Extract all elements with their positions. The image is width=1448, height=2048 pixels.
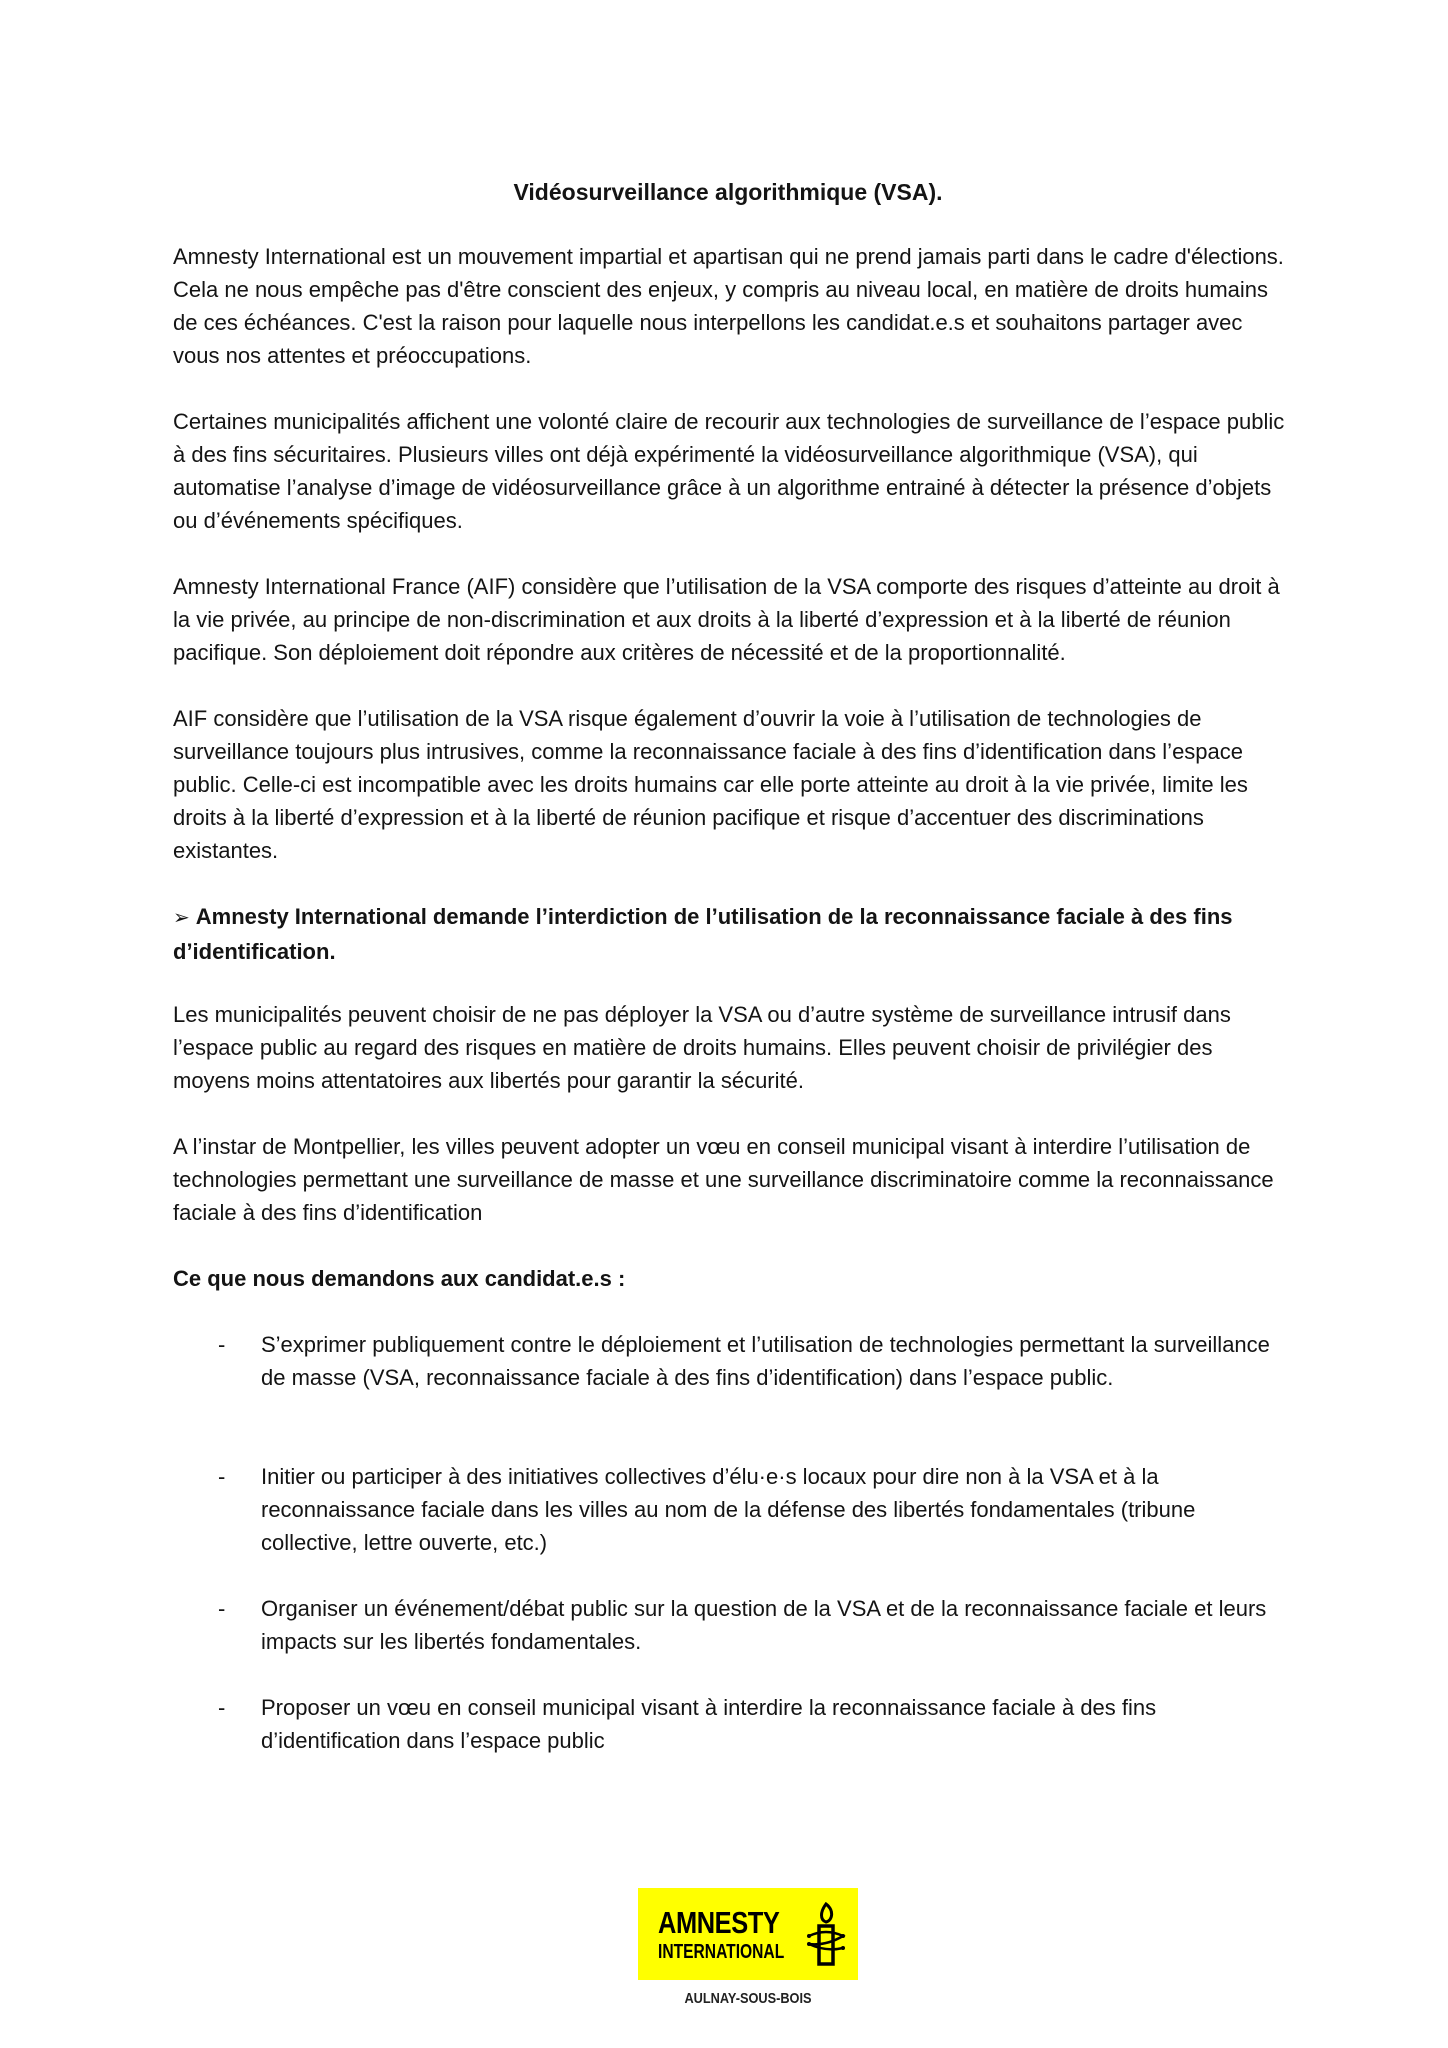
demand-text: Proposer un vœu en conseil municipal visant à interdire la reconnaissance faciale à des fins d’identification dans l’espace public: [261, 1695, 1157, 1753]
demand-text: S’exprimer publiquement contre le déploiement et l’utilisation de technologies permettant la surveillance de masse (VSA, reconnaissance faciale à des fins d’identification) dans l’espace public.: [261, 1332, 1270, 1390]
candle-barbed-wire-icon: [806, 1902, 846, 1968]
callout-demand: [173, 900, 1293, 968]
paragraph-risks: Amnesty International France (AIF) considère que l’utilisation de la VSA comporte des risques d’atteinte au droit à la vie privée, au principe de non-discrimination et aux droits à la liberté d’expression et à la liberté de réunion pacifique. Son déploiement doit répondre aux critères de nécessité et de la proportionnalité.: [173, 574, 1280, 665]
demand-text: Organiser un événement/débat public sur la question de la VSA et de la reconnaissance faciale et leurs impacts sur les libertés fondamentales.: [261, 1596, 1267, 1654]
amnesty-logo: [638, 1888, 858, 1980]
logo-wordmark: [658, 1904, 820, 1963]
paragraph-montpellier: A l’instar de Montpellier, les villes peuvent adopter un vœu en conseil municipal visant à interdire l’utilisation de technologies permettant une surveillance de masse et une surveillance discriminatoire comme la reconnaissance faciale à des fins d’identification: [173, 1134, 1274, 1225]
dash-bullet-icon: -: [218, 1596, 226, 1621]
paragraph-facial-recognition: AIF considère que l’utilisation de la VSA risque également d’ouvrir la voie à l’utilisation de technologies de surveillance toujours plus intrusives, comme la reconnaissance faciale à des fins d’identification dans l’espace public. Celle-ci est incompatible avec les droits humains car elle porte atteinte au droit à la vie privée, limite les droits à la liberté d’expression et à la liberté de réunion pacifique et risque d’accentuer des discriminations existantes.: [173, 706, 1248, 863]
chapter-name: AULNAY-SOUS-BOIS: [684, 1990, 812, 2007]
paragraph-intro: Amnesty International est un mouvement impartial et apartisan qui ne prend jamais parti dans le cadre d'élections. Cela ne nous empêche pas d'être conscient des enjeux, y compris au niveau local, en matière de droits humains de ces échéances. C'est la raison pour laquelle nous interpellons les candidat.e.s et souhaitons partager avec vous nos attentes et préoccupations.: [173, 244, 1284, 368]
dash-bullet-icon: -: [218, 1332, 226, 1357]
paragraph-context: Certaines municipalités affichent une volonté claire de recourir aux technologies de surveillance de l’espace public à des fins sécuritaires. Plusieurs villes ont déjà expérimenté la vidéosurveillance algorithmique (VSA), qui automatise l’analyse d’image de vidéosurveillance grâce à un algorithme entrainé à détecter la présence d’objets ou d’événements spécifiques.: [173, 409, 1285, 533]
dash-bullet-icon: -: [218, 1695, 226, 1720]
demands-heading: Ce que nous demandons aux candidat.e.s :: [173, 1266, 626, 1291]
paragraph-municipalities: Les municipalités peuvent choisir de ne pas déployer la VSA ou d’autre système de surveillance intrusif dans l’espace public au regard des risques en matière de droits humains. Elles peuvent choisir de privilégier des moyens moins attentatoires aux libertés pour garantir la sécurité.: [173, 1002, 1231, 1093]
demand-text: Initier ou participer à des initiatives collectives d’élu·e·s locaux pour dire non à la VSA et à la reconnaissance faciale dans les villes au nom de la défense des libertés fondamentales (tribune collective, lettre ouverte, etc.): [261, 1464, 1196, 1555]
arrow-bullet-icon: ➢: [173, 907, 190, 929]
document-title: Vidéosurveillance algorithmique (VSA).: [513, 179, 943, 205]
dash-bullet-icon: -: [218, 1464, 226, 1489]
logo-line-amnesty: AMNESTY: [658, 1904, 780, 1940]
callout-text: Amnesty International demande l’interdiction de l’utilisation de la reconnaissance faciale à des fins d’identification.: [173, 904, 1233, 964]
logo-line-international: INTERNATIONAL: [658, 1940, 785, 1963]
